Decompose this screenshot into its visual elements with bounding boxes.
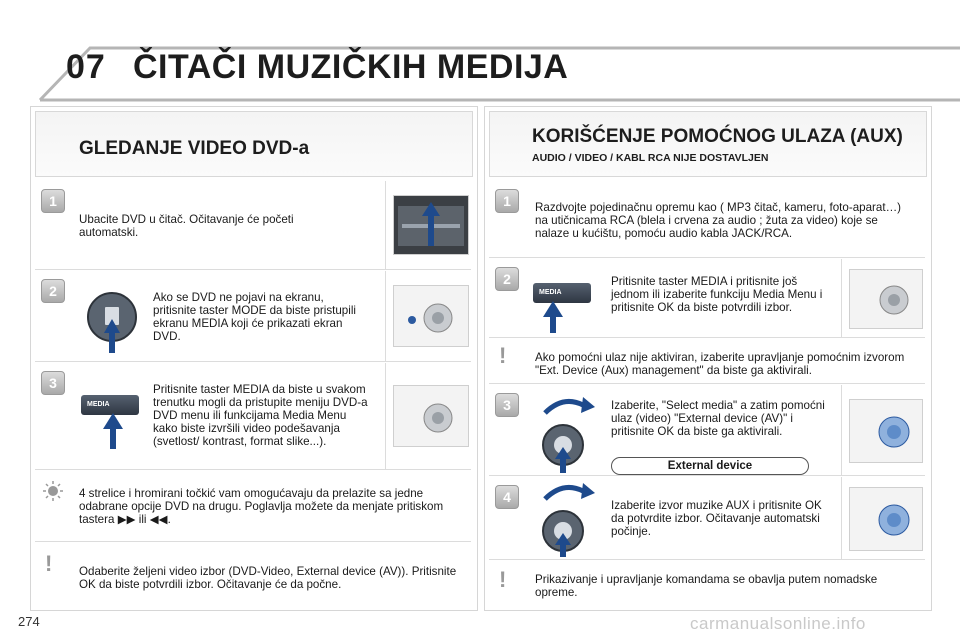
page-number: 274 — [18, 614, 40, 629]
exclamation-icon: ! — [45, 551, 53, 576]
tip-text: 4 strelice i hromirani točkić vam omogućavaju da prelazite sa jedne odabrane opcije DVD na drugu. Poglavlja možete da menjate pritiskom tastera ▶▶ ili ◀◀. — [79, 487, 444, 526]
rotary-knob-icon — [529, 391, 599, 473]
step-number: 3 — [495, 393, 519, 417]
exclamation-icon: ! — [499, 343, 507, 368]
radio-panel-image — [393, 285, 469, 347]
chapter-number: 07 — [66, 48, 106, 86]
exclamation-icon: ! — [499, 567, 507, 592]
right-warning-1 — [489, 339, 925, 384]
step-text: Razdvojte pojedinačnu opremu kao ( MP3 čitač, kameru, foto-aparat…) na utičnicama RCA (blela i crvena za audio ; žuta za video) koje se nalaze u kućištu, pomoću audio kabla JACK/RCA. — [535, 201, 902, 240]
page-title: ČITAČI MUZIČKIH MEDIJA — [133, 48, 569, 86]
right-panel-header — [489, 111, 927, 177]
rotary-knob-icon — [529, 479, 599, 557]
light-bulb-icon — [43, 481, 63, 501]
step-text: Izaberite, "Select media" a zatim pomoćni ulaz (video) "External device (AV)" i pritisnite OK da biste ga aktivirali. — [611, 399, 825, 438]
right-warning-2 — [489, 561, 925, 605]
left-note — [35, 543, 471, 605]
left-step-3 — [35, 363, 471, 470]
mode-knob-icon — [83, 285, 141, 355]
page-header — [0, 0, 960, 110]
step-number: 2 — [41, 279, 65, 303]
left-panel-header — [35, 111, 473, 177]
step-number: 1 — [495, 189, 519, 213]
step-number: 1 — [41, 189, 65, 213]
step-text: Pritisnite taster MEDIA i pritisnite još jednom ili izaberite funkciju Media Menu i pritisnite OK da biste potvrdili izbor. — [611, 275, 823, 314]
right-step-1 — [489, 181, 925, 258]
left-tip — [35, 471, 471, 542]
step-number: 3 — [41, 371, 65, 395]
radio-panel-image — [393, 385, 469, 447]
right-step-2 — [489, 259, 925, 338]
step-text: Izaberite izvor muzike AUX i pritisnite OK da potvrdite izbor. Očitavanje automatski počinje. — [611, 499, 822, 538]
radio-panel-image — [849, 399, 923, 463]
step-number: 4 — [495, 485, 519, 509]
media-button-image: MEDIA — [533, 283, 591, 303]
step-text: Pritisnite taster MEDIA da biste u svakom trenutku mogli da pristupite meniju DVD-a DVD menu ili funkcijama Media Menu kako biste izvršili video podešavanja (svetlost/ kontrast, format slike...). — [153, 383, 368, 448]
left-panel — [30, 106, 478, 611]
up-arrow-icon — [103, 413, 123, 429]
dvd-slot-image — [393, 195, 469, 255]
step-text: Ubacite DVD u čitač. Očitavanje će početi automatski. — [79, 213, 294, 239]
step-number: 2 — [495, 267, 519, 291]
step-text: Ako se DVD ne pojavi na ekranu, pritisnite taster MODE da biste pristupili ekranu MEDIA koji će prikazati ekran DVD. — [153, 291, 356, 343]
up-arrow-icon — [543, 301, 563, 317]
warning-text: Prikazivanje i upravljanje komandama se obavlja putem nomadske opreme. — [535, 573, 878, 599]
previous-chapter-icon: ◀◀ — [149, 513, 168, 526]
external-device-label: External device — [611, 457, 809, 475]
radio-panel-image — [849, 487, 923, 551]
right-step-4 — [489, 477, 925, 560]
left-step-2 — [35, 271, 471, 362]
right-panel — [484, 106, 932, 611]
note-text: Odaberite željeni video izbor (DVD-Video, External device (AV)). Pritisnite OK da biste potvrdili izbor. Očitavanje će da počne. — [79, 565, 457, 591]
right-section-title: KORIŠĆENJE POMOĆNOG ULAZA (AUX) — [532, 126, 903, 147]
right-step-3 — [489, 385, 925, 476]
right-section-subtitle: AUDIO / VIDEO / KABL RCA NIJE DOSTAVLJEN — [532, 152, 769, 164]
watermark: carmanualsonline.info — [690, 614, 866, 633]
warning-text: Ako pomoćni ulaz nije aktiviran, izaberite upravljanje pomoćnim izvorom "Ext. Device (Aux) management" da biste ga aktivirali. — [535, 351, 905, 377]
media-button-image: MEDIA — [81, 395, 139, 415]
left-step-1 — [35, 181, 471, 270]
eject-arrows-icon — [394, 196, 468, 254]
next-chapter-icon: ▶▶ — [117, 513, 136, 526]
left-section-title: GLEDANJE VIDEO DVD-a — [79, 138, 310, 159]
radio-panel-image — [849, 269, 923, 329]
